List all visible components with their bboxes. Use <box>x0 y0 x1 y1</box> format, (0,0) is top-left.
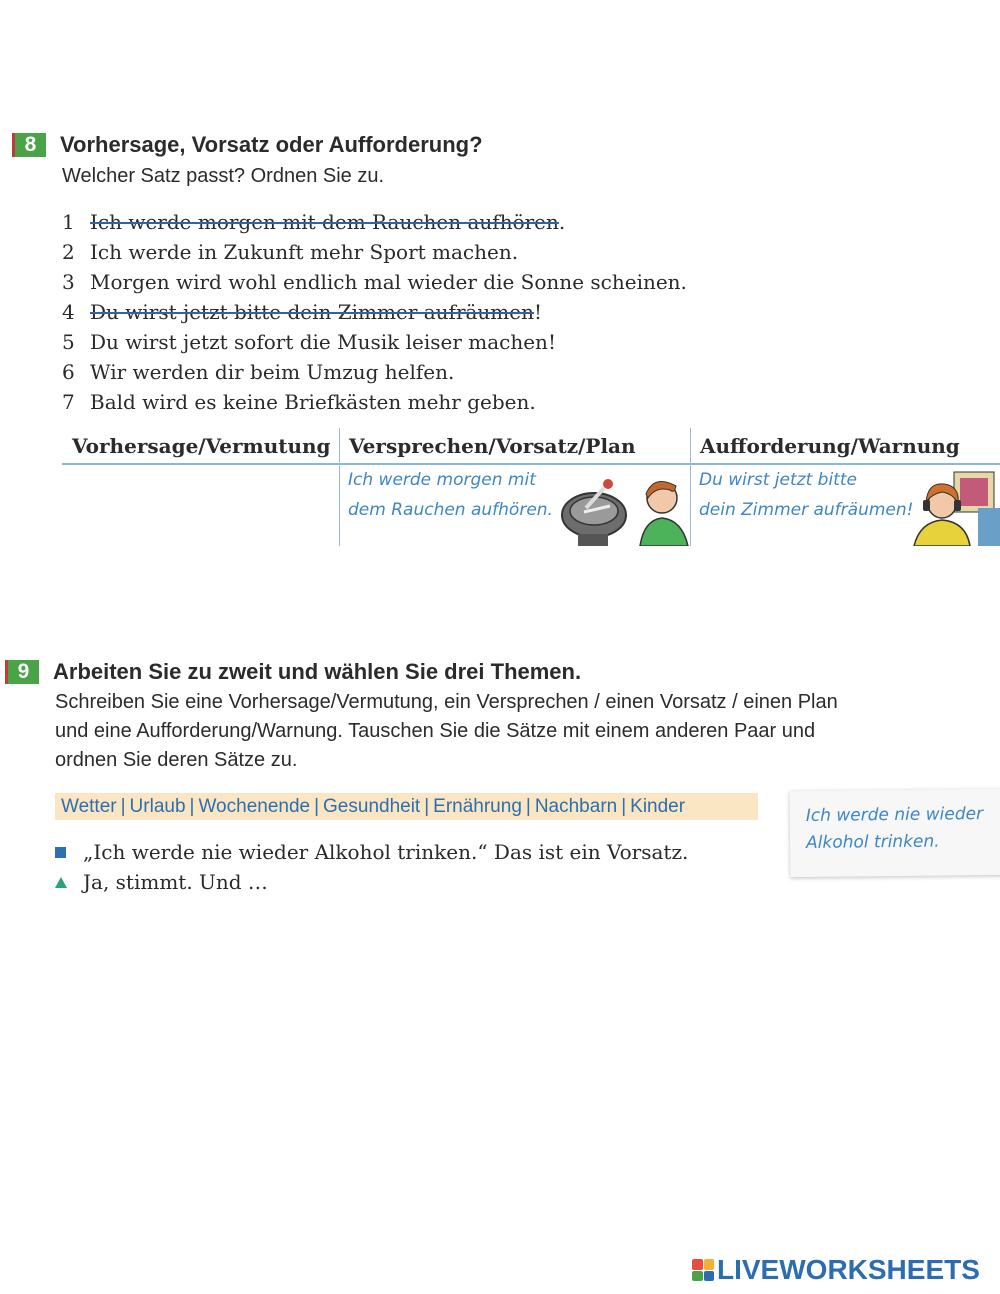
exercise-instruction: Welcher Satz passt? Ordnen Sie zu. <box>62 165 385 187</box>
square-bullet-icon <box>55 847 66 858</box>
smoker-illustration <box>544 468 690 546</box>
liveworksheets-logo <box>692 1254 980 1286</box>
table-cell-col2[interactable]: Ich werde morgen mit dem Rauchen aufhören. <box>348 470 553 520</box>
list-item[interactable]: 2 Ich werde in Zukunft mehr Sport machen. <box>62 237 687 267</box>
theme-item[interactable]: Urlaub <box>129 796 186 817</box>
table-header-versprechen: Versprechen/Vorsatz/Plan <box>349 434 636 458</box>
table-header-vorhersage: Vorhersage/Vermutung <box>72 434 331 458</box>
exercise-number-badge: 9 <box>5 660 39 684</box>
list-item[interactable]: 4 Du wirst jetzt bitte dein Zimmer aufräumen ! <box>62 297 687 327</box>
list-item[interactable]: 7 Bald wird es keine Briefkästen mehr geben. <box>62 387 687 417</box>
list-item[interactable]: 1 Ich werde morgen mit dem Rauchen aufhören . <box>62 207 687 237</box>
sentence-text: Ich werde morgen mit dem Rauchen aufhören <box>90 210 559 234</box>
sentence-text: Morgen wird wohl endlich mal wieder die Sonne scheinen. <box>90 270 687 294</box>
brand-grid-icon <box>692 1259 714 1281</box>
column-divider <box>690 428 691 546</box>
sentence-text: Ich werde in Zukunft mehr Sport machen. <box>90 240 519 264</box>
brand-name: LIVEWORKSHEETS <box>717 1254 980 1285</box>
theme-item[interactable]: Wochenende <box>198 796 311 817</box>
exercise-9-header <box>5 659 581 685</box>
exercise-number-badge: 8 <box>12 133 46 157</box>
girl-headphones-illustration <box>908 468 1000 546</box>
exercise-title: Vorhersage, Vorsatz oder Aufforderung? <box>60 132 483 157</box>
exercise-title: Arbeiten Sie zu zweit und wählen Sie drei Themen. <box>53 659 582 684</box>
table-cell-col3[interactable]: Du wirst jetzt bitte dein Zimmer aufräumen! <box>699 470 914 520</box>
note-text: Ich werde nie wieder Alkohol trinken. <box>805 804 984 853</box>
theme-item[interactable]: Ernährung <box>433 796 522 817</box>
theme-item[interactable]: Nachbarn <box>534 796 618 817</box>
list-item[interactable]: 5 Du wirst jetzt sofort die Musik leiser machen! <box>62 327 687 357</box>
column-divider <box>339 428 340 546</box>
triangle-bullet-icon <box>55 877 67 888</box>
theme-item[interactable]: Gesundheit <box>323 796 421 817</box>
sticky-note <box>790 789 1000 877</box>
sentence-text: Bald wird es keine Briefkästen mehr geben. <box>90 390 536 414</box>
exercise-8-header <box>12 132 483 158</box>
sentence-text: Du wirst jetzt bitte dein Zimmer aufräumen <box>90 300 534 324</box>
classification-table <box>62 428 1000 546</box>
dialogue-line-2: Ja, stimmt. Und … <box>55 867 268 897</box>
dialogue-line-1: „Ich werde nie wieder Alkohol trinken.“ Das ist ein Vorsatz. <box>55 837 688 867</box>
list-item[interactable]: 6 Wir werden dir beim Umzug helfen. <box>62 357 687 387</box>
sentence-text: Du wirst jetzt sofort die Musik leiser machen! <box>90 330 556 354</box>
themes-bar: Wetter | Urlaub | Wochenende | Gesundheit | Ernährung | Nachbarn | Kinder <box>55 793 758 820</box>
sentence-list <box>62 207 687 417</box>
sentence-text: Wir werden dir beim Umzug helfen. <box>90 360 455 384</box>
exercise-instruction: Schreiben Sie eine Vorhersage/Vermutung, ein Versprechen / einen Vorsatz / einen Plan und eine Aufforderung/Warnung. Tauschen Sie die Sätze mit einem anderen Paar und ordnen Sie deren Sätze zu. <box>55 691 838 771</box>
list-item[interactable]: 3 Morgen wird wohl endlich mal wieder die Sonne scheinen. <box>62 267 687 297</box>
theme-item[interactable]: Wetter <box>61 796 117 817</box>
theme-item[interactable]: Kinder <box>630 796 686 817</box>
table-header-aufforderung: Aufforderung/Warnung <box>700 434 960 458</box>
